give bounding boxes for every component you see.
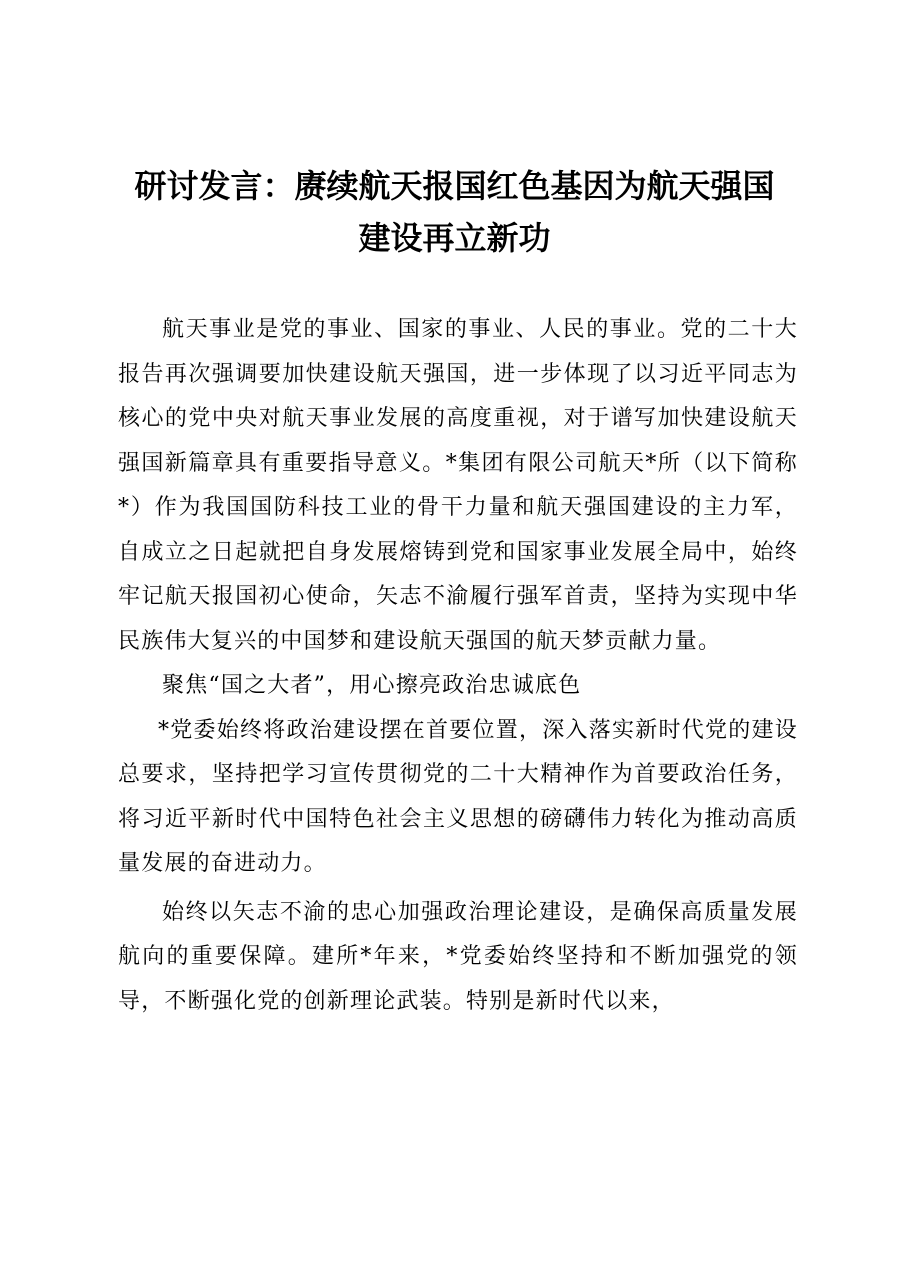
- paragraph-intro: 航天事业是党的事业、国家的事业、人民的事业。党的二十大报告再次强调要加快建设航天强国，进一步体现了以习近平同志为核心的党中央对航天事业发展的高度重视，对于谱写加快建设航天强国新篇章具有重要指导意义。*集团有限公司航天*所（以下简称*）作为我国国防科技工业的骨干力量和航天强国建设的主力军，自成立之日起就把自身发展熔铸到党和国家事业发展全局中，始终牢记航天报国初心使命，矢志不渝履行强军首责，坚持为实现中华民族伟大复兴的中国梦和建设航天强国的航天梦贡献力量。: [118, 317, 798, 654]
- title-line-1: 研讨发言：赓续航天报国红色基因为航天强国: [134, 167, 775, 205]
- title-line-2: 建设再立新功: [358, 219, 551, 257]
- document-body: [118, 308, 798, 1024]
- paragraph-political-theory: 始终以矢志不渝的忠心加强政治理论建设，是确保高质量发展航向的重要保障。建所*年来，*党委始终坚持和不断加强党的领导，不断强化党的创新理论武装。特别是新时代以来，: [118, 899, 798, 1014]
- paragraph-party-committee: *党委始终将政治建设摆在首要位置，深入落实新时代党的建设总要求，坚持把学习宣传贯彻党的二十大精神作为首要政治任务，将习近平新时代中国特色社会主义思想的磅礴伟力转化为推动高质量发展的奋进动力。: [118, 717, 798, 876]
- document-title: [110, 160, 799, 264]
- section-heading: 聚焦“国之大者”，用心擦亮政治忠诚底色: [162, 673, 582, 698]
